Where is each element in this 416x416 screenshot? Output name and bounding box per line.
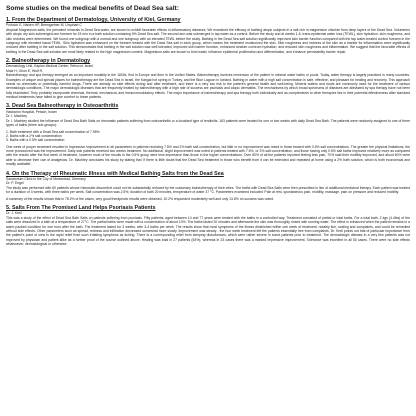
- section-paragraph: A summary of the results shows that in 78.2% of the cases, very good therapeutic results were obtained, 10.2% responded moderately well and only 13.8% no success was noted.: [6, 196, 275, 201]
- section-paragraph: The study was performed with 60 patients whose rheumatic discomfort could not be substantially reduced by the customary balneotherapy of their cities. The baths with Dead Sea Salts were then prescribed in lieu of additional medicinal therapy. Each patient was treated for a duration of 4 weeks, with three baths per week. Salt concentration was 2.5%; duration of bath 20 minutes, temperature of water 37 °C. Parameters examined included: Pain at rest, spontaneous pain, mobility, massage, pain on pressure and reduced mobility.: [6, 185, 410, 195]
- section-4: [6, 171, 410, 201]
- sections-container: [6, 17, 410, 246]
- section-paragraph: Dr. I. Machtey studied the influence of Dead Sea Bath Salts on rheumatic patients suffering from osteoarthritis or a localized type of tendinitis. 163 patients were treated for one or two weeks with daily Dead Sea Bath. The patients were randomly assigned to one of three types of baths (three sub-groups):: [6, 118, 410, 128]
- section-heading: 1. From the Department of Dermatology, University of Kiel, Germany: [6, 16, 181, 23]
- section-paragraph: Balneotherapy and spa therapy emerged as an important modality in the 1800s, first in Europe and then in the United States. Balneotherapy involves immersion of the patient in mineral water baths or pools. Today, water therapy is largely practiced in many countries. Examples of unique and special places for balneotherapy are the Dead Sea in Israel, the Kangal hot spring in Turkey, and the Blue Lagoon in Iceland. Bathing in water with a high salt concentration is safe, effective, and pleasant for healing and recovery. This approach needs no chemicals or potentially harmful drugs. There are already no side effects during and after treatment, and there is a very low risk to the patient's general health and well-being. Mineral waters and muds are commonly used for the treatment of various dermatologic conditions. The major dermatologic diseases that are frequently treated by balneotherapy with a high rate of success are psoriasis and atopic dermatitis. The mechanisms by which broad spectrums of diseases are alleviated by spa therapy have not been fully elucidated. They probably incorporate chemical, thermal, mechanical, and immunomodulatory effects. The major importance of balneotherapy and spa therapy both individually and as complements to other therapies lies in their potential effectiveness after standard medical treatments have failed to give comfort to these patients.: [6, 73, 410, 100]
- section-heading: 3. Dead Sea Balneotherapy in Osteoarthritis: [6, 103, 119, 110]
- section-list: [6, 130, 410, 143]
- section-paragraph: Atopical Magnesium salts, the prevalent minerals in Dead Sea water, are known to exhibit favorable effects in inflammatory diseases. We examined the efficacy of bathing atopic subjects in a salt rich in magnesium chloride from deep layers of the Dead Sea. Volunteers with atopic dry skin submerged one forearm for 15 min in a bath solution containing 5% Dead Sea salt. The second arm was submerged in tap water as a control. Before the study and at weeks 1-6, trans-epidermal water loss (TEWL), skin hydration, skin roughness, and skin redness were determined. We found one subgroup with a normal and one subgroup with an elevated TEWL before the study. Bathing in the Dead Sea salt solution significantly improved skin barrier function compared with the tap water-treated control forearm in the subgroup with elevated basal TEWL. Skin hydration was enhanced on the forearm treated with the Dead Sea salt in each group, which means the treatment moisturized the skin. Skin roughness and redness of the skin as a marker for inflammation were significantly reduced after bathing in the salt solution. This demonstrates that bathing in the salt solution was well tolerated, improved skin barrier function, enhanced stratum corneum hydration, and reduced skin roughness and inflammation. We suggest that the favorable effects of bathing in the Dead Sea salt solution are most likely related to the high magnesium content. Magnesium salts are known to bind water, influence epidermal proliferation and differentiation, and enhance permeability barrier repair.: [6, 27, 410, 54]
- list-item: 3. Baths with a 0.5% salt concentration: [6, 138, 65, 143]
- section-1: [6, 17, 410, 54]
- section-meta-line: Dr. I. Machtey: [6, 114, 27, 119]
- section-meta-line: Dr. J. Kreil: [6, 211, 22, 216]
- section-5: [6, 205, 410, 246]
- section-meta-line: Dermatology Unit, Kaplan Medical Center, Rehovot, Israel.: [6, 64, 94, 69]
- section-meta-line: Matz H, Orion E, Wolf R.: [6, 68, 44, 73]
- section-3: [6, 103, 410, 166]
- section-heading: 5. Salts From The Promised Land Helps Psoriasis Patients: [6, 204, 156, 211]
- list-item: 2. Baths with a 2% salt concentration: [6, 133, 62, 138]
- section-meta-line: Proksch E, Nissen HP, Bremgartner M, Urquhart C: [6, 23, 82, 28]
- section-meta-line: Hasharon Hospital, Petach, Israel: [6, 109, 57, 114]
- list-item: 1. Bath treatment with a Dead Sea salt concentration of 7.55%: [6, 129, 100, 134]
- section-heading: 2. Balneotherapy in Dermatology: [6, 57, 91, 64]
- section-2: [6, 58, 410, 99]
- document-title: Some studies on the medical benefits of Dead Sea salt:: [6, 5, 179, 12]
- section-paragraph: This was a study of the effect of Dead Sea Bath Salts on patients suffering from psoriasis. Fifty patients, aged between 14 and 77 years were treated with the baths in a controlled way. Treatment consisted of partial or total baths. For a total bath, 2 kgs (4.4lbs) of the salts were dissolved in a bath at a temperature of 27°C. The partial baths were made with a concentration of about 10%. The baths lasted 20 minutes and afterwards the skin was thoroughly rinsed with running water. The effect is enhanced when the patient remains in a warm packed condition for one hour after the bath. The treatment lasted for 3 weeks, with 3-4 baths per week. The results show that most symptoms of the illness diminished within one week of treatment, notably itch, scaling and complaints, and could be remedied without side effects. Other parameters such as spread, redness and infiltration decreased somewhat more slowly. Improvement was steady - the four week treatment left the patients essentially free from complaints. Dr. Kreil points out that of particular importance from the patient's point of view is the rapid relief from such irritating symptoms as itching. There is a corresponding relief from sleeping disturbances, which were rather severe in some patients prior to treatment. The dermatologic disease in a very few patients was not improved by physician and patient alike as a further proof of the course outlined above. Healing was total in 27 patients (54%), whereas in 23 cases there was a marked impressive improvement. Tolerance was excellent in all 50 cases. There were no side effects whatsoever, dermatological or otherwise.: [6, 215, 410, 247]
- section-meta-line: Dr. P. Engel: [6, 181, 24, 186]
- section-paragraph: One week of proper treatment resulted in impressive improvement in all parameters in patients receiving 7.5% and 2% bath salt concentration, but little or no improvement was noted in those treated with 0.5% salt concentrations. The greater the physical limitations, the more pronounced was the improvement. Daily sick patients received two weeks treatment. No additional, slight improvement was noted in patients treated with 7.5%, or 2% salt concentration, and those having only 0.5% salt baths improved relatively more as compared with the results after the first week of treatment, however most of the results in the 0.5% group were less impressive than those in the higher concentrations. Over 80% of all the patients reported feeling less pain, 70% said their mobility improved, and about 60% were able to decrease their use of analgesics. Dr. Machtey concludes his study by stating that 'if there is little doubt that the Dead Sea treatment in those who benefit from it can be extended and repeated at home using a 2% bath solution, which is both economical and readily available'.: [6, 144, 410, 167]
- section-heading: 4. On the Therapy of Rheumatic Illness with Medical Bathing Salts from the Dead Sea: [6, 170, 224, 177]
- section-meta-line: Sanatorium Clinic in the City of Meisenbad, Germany: [6, 177, 86, 182]
